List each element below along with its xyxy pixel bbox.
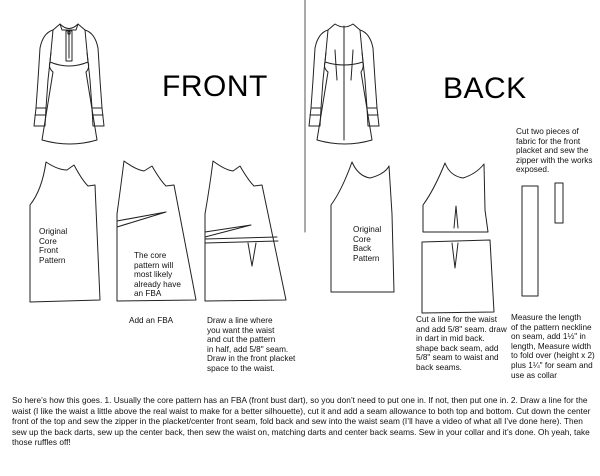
front-heading: FRONT: [162, 70, 268, 103]
back-heading: BACK: [443, 72, 527, 105]
back-waist-caption: Cut a line for the waist and add 5/8" seam. draw in dart in mid back. shape back seam, add 5/8" seam to waist and back seams.: [416, 315, 507, 372]
front-pattern-waist: [205, 161, 286, 301]
front-fba-caption: Add an FBA: [129, 316, 174, 325]
instructions-paragraph: So here’s how this goes. 1. Usually the core pattern has an FBA (front bust dart), so you don’t need to put one in. If not, then put one in. 2. Draw a line for the waist (I like the waist a little above the real waist to make for a better silhouette), cut it and add a seam allowance to both top and bottom. Cut down the center front of the top and sew the zipper in the placket/center front seam, fold back and sew into the waist seam (I’ll have a video of what all I’ve done here). Then sew up the back darts, sew up the center back, then sew the waist on, matching darts and center back seams. Sew in your collar and it’s done. Oh yeah, take those ruffles off!: [12, 395, 591, 448]
front-core-label: Original Core Front Pattern: [39, 227, 68, 265]
back-placket-note: Cut two pieces of fabric for the front placket and sew the zipper with the works exposed.: [516, 127, 593, 175]
front-waist-caption: Draw a line where you want the waist and cut the pattern in half, add 5/8" seam. Draw in the front placket space to the waist.: [207, 316, 296, 373]
back-pattern-waist: [422, 163, 494, 313]
back-dress-sketch: [309, 24, 379, 144]
front-dress-sketch: [34, 24, 104, 144]
front-fba-note: The core pattern will most likely already have an FBA: [134, 251, 181, 299]
back-core-label: Original Core Back Pattern: [353, 225, 382, 263]
collar-piece: [555, 183, 563, 223]
back-collar-caption: Measure the length of the pattern neckline on seam, add 1½" in length, Measure width to fold over (height x 2) plus 1¼" for seam and use as collar: [511, 313, 595, 380]
placket-piece: [522, 186, 538, 296]
